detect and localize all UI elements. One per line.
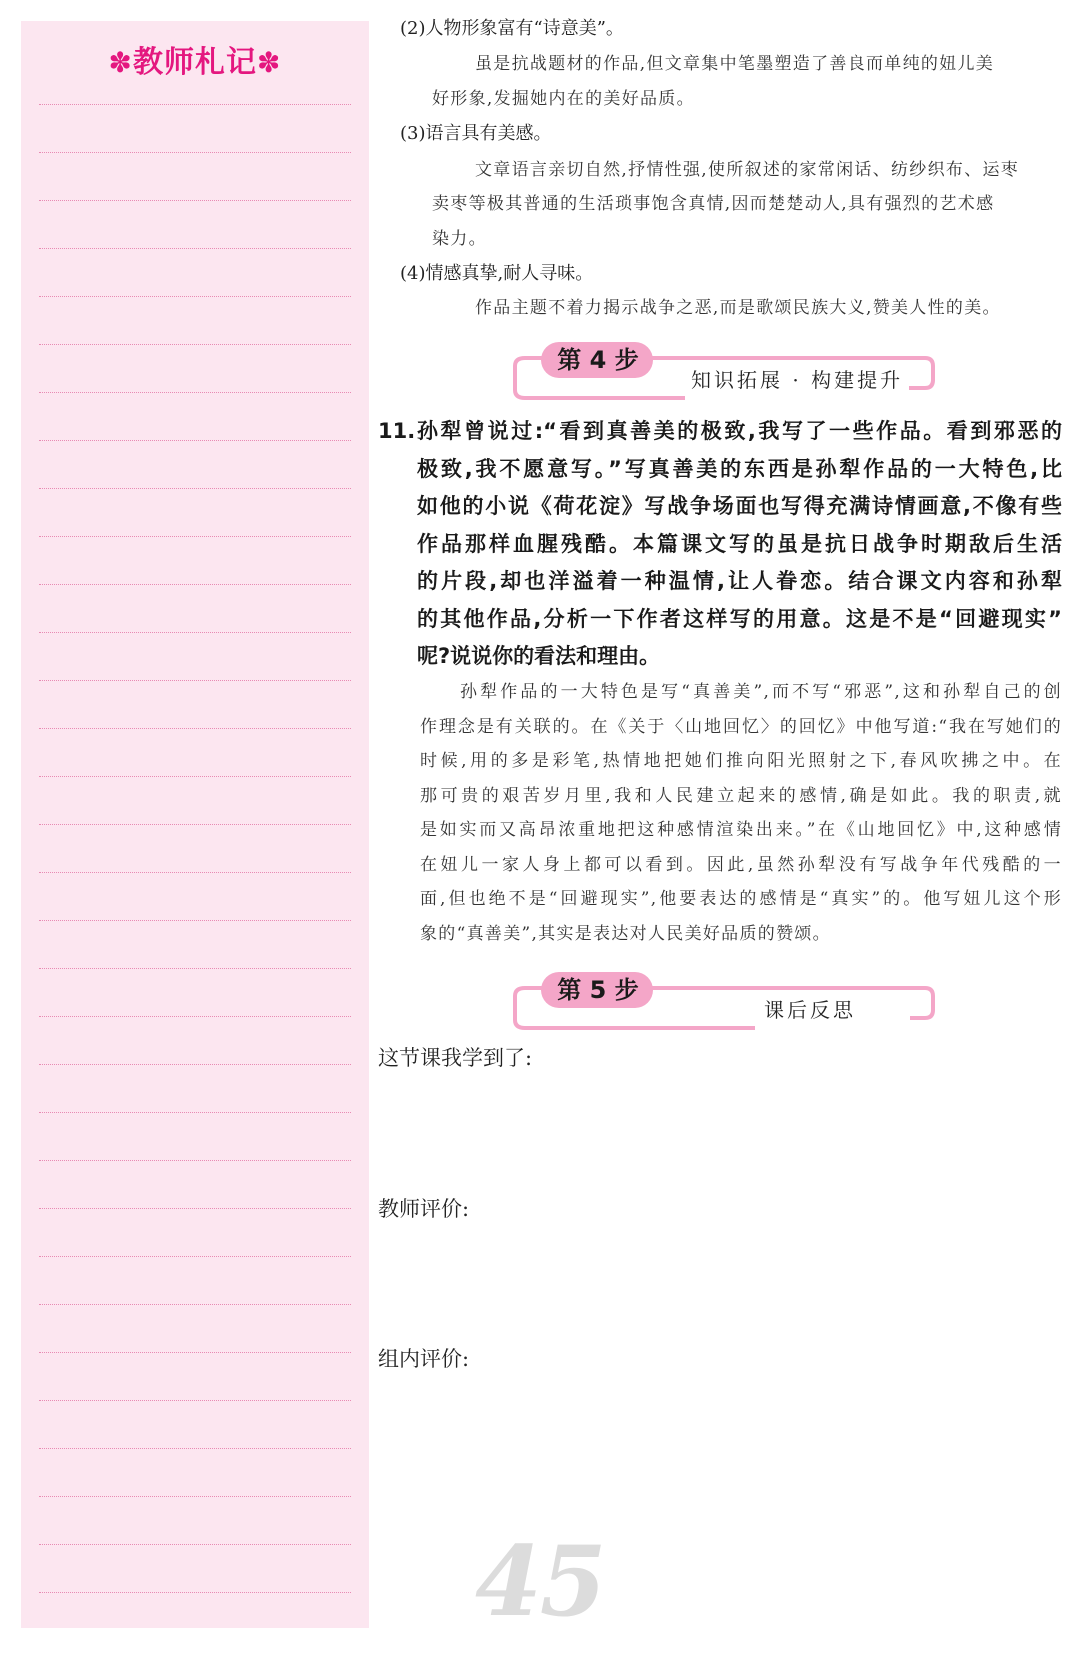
answer-line: 孙犁作品的一大特色是写“真善美”,而不写“邪恶”,这和孙犁自己的创 xyxy=(460,682,1062,702)
step-5-subtitle: 课后反思 xyxy=(758,996,862,1024)
reflection-learned-label: 这节课我学到了: xyxy=(378,1046,533,1070)
note-line xyxy=(39,1592,351,1593)
question-11-line: 作品那样血腥残酷。本篇课文写的虽是抗日战争时期敌后生活 xyxy=(417,531,1062,556)
note-line xyxy=(39,1016,351,1017)
note-line xyxy=(39,1112,351,1113)
answer-line: 时候,用的多是彩笔,热情地把她们推向阳光照射之下,春风吹拂之中。在 xyxy=(420,751,1062,771)
question-11-line: 孙犁曾说过:“看到真善美的极致,我写了一些作品。看到邪恶的 xyxy=(417,419,1062,443)
answer-line: 作理念是有关联的。在《关于〈山地回忆〉的回忆》中他写道:“我在写她们的 xyxy=(420,716,1062,737)
note-line xyxy=(39,152,351,153)
note-line xyxy=(39,536,351,537)
analysis-point-2-line: 虽是抗战题材的作品,但文章集中笔墨塑造了善良而单纯的妞儿美 xyxy=(475,54,995,74)
question-11-line: 极致,我不愿意写。”写真善美的东西是孙犁作品的一大特色,比 xyxy=(417,456,1062,481)
note-line xyxy=(39,1352,351,1353)
note-line xyxy=(39,296,351,297)
note-line xyxy=(39,728,351,729)
answer-line: 是如实而又高昂浓重地把这种感情渲染出来。”在《山地回忆》中,这种感情 xyxy=(420,820,1062,840)
note-line xyxy=(39,632,351,633)
teacher-notes-title xyxy=(21,37,369,81)
analysis-point-2-title: (2)人物形象富有“诗意美”。 xyxy=(400,18,624,39)
teacher-evaluation-label: 教师评价: xyxy=(378,1197,470,1221)
note-line xyxy=(39,392,351,393)
note-line xyxy=(39,248,351,249)
teacher-notes-panel xyxy=(21,21,369,1628)
question-11-line: 呢?说说你的看法和理由。 xyxy=(417,644,661,668)
question-11-line: 的其他作品,分析一下作者这样写的用意。这是不是“回避现实” xyxy=(417,606,1062,631)
note-line xyxy=(39,1160,351,1161)
flower-icon: ✽ xyxy=(257,46,282,79)
note-line xyxy=(39,968,351,969)
answer-line: 那可贵的艰苦岁月里,我和人民建立起来的感情,确是如此。我的职责,就 xyxy=(420,785,1062,806)
question-11-line: 的片段,却也洋溢着一种温情,让人眷恋。结合课文内容和孙犁 xyxy=(417,569,1062,593)
note-line xyxy=(39,872,351,873)
teacher-notes-title-text: 教师札记 xyxy=(133,45,257,80)
step-4-subtitle: 知识拓展 · 构建提升 xyxy=(685,366,909,394)
answer-line: 面,但也绝不是“回避现实”,他要表达的感情是“真实”的。他写妞儿这个形 xyxy=(420,889,1062,909)
note-line xyxy=(39,1400,351,1401)
note-line xyxy=(39,1208,351,1209)
step-5-banner xyxy=(505,970,935,1030)
analysis-point-3-line: 文章语言亲切自然,抒情性强,使所叙述的家常闲话、纺纱织布、运枣 xyxy=(475,160,1020,180)
note-line xyxy=(39,1496,351,1497)
note-line xyxy=(39,920,351,921)
page-number: 45 xyxy=(475,1525,605,1638)
question-11-line: 如他的小说《荷花淀》写战争场面也写得充满诗情画意,不像有些 xyxy=(417,494,1062,518)
note-line xyxy=(39,488,351,489)
step-4-label: 第 4 步 xyxy=(557,346,639,374)
note-line xyxy=(39,1304,351,1305)
question-11-number: 11. xyxy=(378,419,416,443)
analysis-point-2-line: 好形象,发掘她内在的美好品质。 xyxy=(432,89,695,109)
note-line xyxy=(39,1544,351,1545)
step-5-label: 第 5 步 xyxy=(557,976,639,1004)
note-line xyxy=(39,776,351,777)
note-line xyxy=(39,440,351,441)
note-line xyxy=(39,1064,351,1065)
analysis-point-3-line: 卖枣等极其普通的生活琐事饱含真情,因而楚楚动人,具有强烈的艺术感 xyxy=(432,194,995,214)
answer-line: 在妞儿一家人身上都可以看到。因此,虽然孙犁没有写战争年代残酷的一 xyxy=(420,854,1062,875)
note-line xyxy=(39,104,351,105)
analysis-point-3-title: (3)语言具有美感。 xyxy=(400,123,552,144)
step-4-banner xyxy=(505,340,935,400)
note-line xyxy=(39,200,351,201)
note-line xyxy=(39,1256,351,1257)
analysis-point-3-line: 染力。 xyxy=(432,229,487,249)
analysis-point-4-line: 作品主题不着力揭示战争之恶,而是歌颂民族大义,赞美人性的美。 xyxy=(475,298,1001,318)
note-line xyxy=(39,584,351,585)
note-line xyxy=(39,344,351,345)
note-line xyxy=(39,680,351,681)
answer-line: 象的“真善美”,其实是表达对人民美好品质的赞颂。 xyxy=(420,923,831,944)
note-line xyxy=(39,1448,351,1449)
note-line xyxy=(39,824,351,825)
flower-icon: ✽ xyxy=(108,46,133,79)
group-evaluation-label: 组内评价: xyxy=(378,1347,470,1371)
analysis-point-4-title: (4)情感真挚,耐人寻味。 xyxy=(400,263,594,284)
